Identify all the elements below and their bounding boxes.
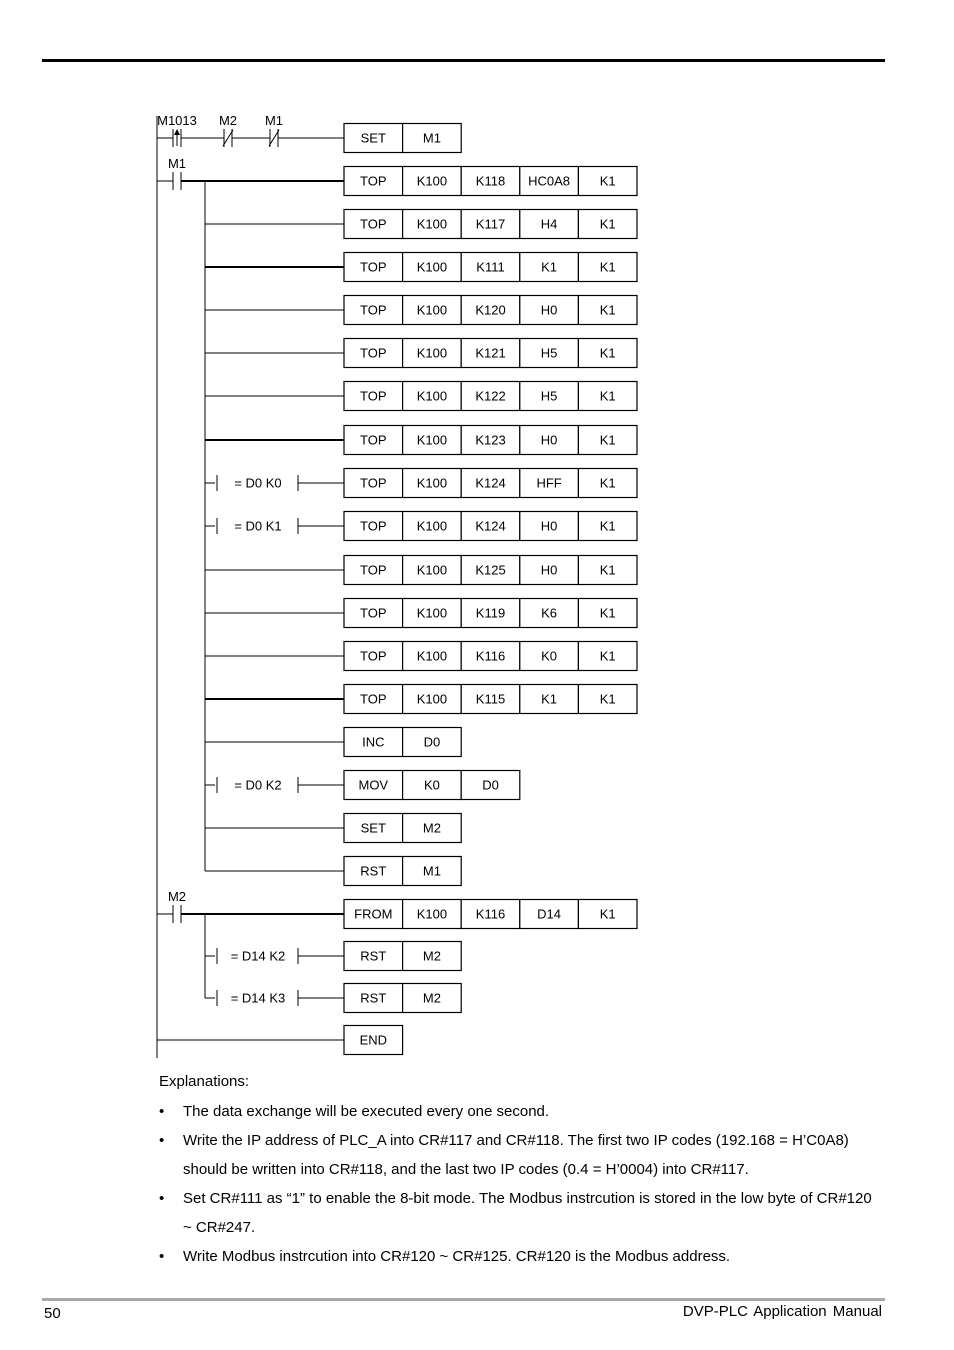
instruction-operand: K100 bbox=[416, 691, 448, 707]
instruction-operand: K123 bbox=[475, 432, 506, 448]
instruction-operand: K1 bbox=[599, 475, 616, 491]
instruction-operand: K122 bbox=[475, 388, 506, 404]
instruction-operand: TOP bbox=[360, 216, 387, 232]
instruction-operand: K100 bbox=[416, 432, 448, 448]
instruction-operand: SET bbox=[360, 130, 386, 146]
instruction-operand: D0 bbox=[482, 777, 499, 793]
instruction-operand: D14 bbox=[537, 906, 562, 922]
instruction-operand: K100 bbox=[416, 388, 448, 404]
instruction-operand: K0 bbox=[423, 777, 440, 793]
instruction-operand: TOP bbox=[360, 648, 387, 664]
compare-contact-d0-k0-label: = D0 K0 bbox=[234, 475, 282, 491]
instruction-operand: D0 bbox=[423, 734, 441, 750]
list-item-text: Write the IP address of PLC_A into CR#117 and CR#118. The first two IP codes (192.168 = H’C0A8) should be written into CR#118, and the last two IP codes (0.4 = H’0004) into CR#117. bbox=[183, 1132, 849, 1178]
footer-rule bbox=[42, 1298, 885, 1301]
instruction-operand: K118 bbox=[475, 173, 506, 189]
instruction-operand: K116 bbox=[475, 906, 506, 922]
compare-contact-d14-k3-label: = D14 K3 bbox=[230, 990, 286, 1006]
instruction-operand: K1 bbox=[599, 906, 616, 922]
instruction-operand: K1 bbox=[541, 691, 558, 707]
instruction-operand: K100 bbox=[416, 562, 448, 578]
instruction-operand: TOP bbox=[360, 562, 387, 578]
contact-m1-nc-label: M1 bbox=[264, 113, 284, 128]
instruction-operand: TOP bbox=[360, 518, 387, 534]
contact-m2-nc-label: M2 bbox=[218, 113, 238, 128]
explanations-heading: Explanations: bbox=[159, 1073, 250, 1090]
instruction-operand: K116 bbox=[475, 648, 506, 664]
instruction-operand: K1 bbox=[599, 388, 616, 404]
compare-contact-d0-k2-label: = D0 K2 bbox=[234, 777, 282, 793]
instruction-operand: K100 bbox=[416, 605, 448, 621]
instruction-operand: K1 bbox=[599, 345, 616, 361]
instruction-operand: RST bbox=[360, 990, 387, 1006]
instruction-operand: K100 bbox=[416, 259, 448, 275]
instruction-operand: H4 bbox=[540, 216, 558, 232]
contact-m1013-label: M1013 bbox=[157, 113, 197, 128]
instruction-operand: K1 bbox=[599, 216, 616, 232]
instruction-operand: M2 bbox=[422, 820, 441, 836]
instruction-operand: TOP bbox=[360, 173, 387, 189]
instruction-operand: K1 bbox=[599, 173, 616, 189]
instruction-operand: TOP bbox=[360, 259, 387, 275]
instruction-operand: M2 bbox=[422, 990, 441, 1006]
instruction-operand: K120 bbox=[475, 302, 506, 318]
instruction-operand: TOP bbox=[360, 345, 387, 361]
instruction-operand: K100 bbox=[416, 345, 448, 361]
instruction-operand: M1 bbox=[422, 130, 441, 146]
instruction-operand: K100 bbox=[416, 475, 448, 491]
instruction-operand: RST bbox=[360, 863, 387, 879]
contact-m1013-arrow-head bbox=[174, 129, 180, 135]
instruction-operand: TOP bbox=[360, 388, 387, 404]
instruction-operand: K125 bbox=[475, 562, 506, 578]
instruction-operand: K1 bbox=[599, 518, 616, 534]
instruction-operand: K100 bbox=[416, 518, 448, 534]
instruction-operand: TOP bbox=[360, 605, 387, 621]
explanations bbox=[159, 1067, 879, 1271]
instruction-operand: M1 bbox=[422, 863, 441, 879]
instruction-operand: K100 bbox=[416, 216, 448, 232]
contact-m1-label: M1 bbox=[167, 156, 187, 171]
compare-contact-d14-k2-label: = D14 K2 bbox=[230, 948, 286, 964]
list-item bbox=[159, 1242, 879, 1271]
instruction-operand: K119 bbox=[475, 605, 506, 621]
instruction-operand: K1 bbox=[599, 648, 616, 664]
instruction-operand: K100 bbox=[416, 302, 448, 318]
instruction-operand: MOV bbox=[358, 777, 389, 793]
instruction-operand: K115 bbox=[475, 691, 506, 707]
instruction-operand: K1 bbox=[599, 432, 616, 448]
instruction-operand: SET bbox=[360, 820, 386, 836]
instruction-operand: K100 bbox=[416, 906, 448, 922]
instruction-operand: K1 bbox=[541, 259, 558, 275]
instruction-operand: H5 bbox=[540, 345, 558, 361]
instruction-operand: RST bbox=[360, 948, 387, 964]
instruction-operand: K124 bbox=[475, 475, 506, 491]
instruction-operand: TOP bbox=[360, 691, 387, 707]
list-item bbox=[159, 1126, 879, 1184]
instruction-operand: FROM bbox=[354, 906, 393, 922]
instruction-operand: K1 bbox=[599, 691, 616, 707]
instruction-operand: K111 bbox=[476, 259, 505, 275]
instruction-operand: H0 bbox=[540, 518, 558, 534]
instruction-operand: K1 bbox=[599, 562, 616, 578]
list-item-text: Write Modbus instrcution into CR#120 ~ CR#125. CR#120 is the Modbus address. bbox=[183, 1248, 731, 1265]
instruction-operand: K1 bbox=[599, 605, 616, 621]
instruction-operand: K100 bbox=[416, 648, 448, 664]
list-item-text: Set CR#111 as “1” to enable the 8-bit mode. The Modbus instrcution is stored in the low byte of CR#120 ~ CR#247. bbox=[183, 1190, 872, 1236]
page-number: 50 bbox=[44, 1305, 61, 1322]
instruction-operand: END bbox=[359, 1032, 388, 1048]
instruction-operand: H0 bbox=[540, 562, 558, 578]
instruction-operand: K6 bbox=[541, 605, 558, 621]
list-item-text: The data exchange will be executed every one second. bbox=[183, 1103, 550, 1120]
instruction-operand: K124 bbox=[475, 518, 506, 534]
instruction-operand: K1 bbox=[599, 302, 616, 318]
bullet-icon: • bbox=[159, 1190, 165, 1207]
explanations-list bbox=[159, 1097, 879, 1271]
list-item bbox=[159, 1097, 879, 1126]
instruction-operand: TOP bbox=[360, 432, 387, 448]
bullet-icon: • bbox=[159, 1132, 165, 1149]
contact-m2-label: M2 bbox=[167, 889, 187, 904]
instruction-operand: K0 bbox=[541, 648, 558, 664]
instruction-operand: HC0A8 bbox=[528, 173, 571, 189]
instruction-operand: H0 bbox=[540, 302, 558, 318]
instruction-operand: HFF bbox=[536, 475, 562, 491]
instruction-operand: K117 bbox=[475, 216, 506, 232]
instruction-operand: TOP bbox=[360, 302, 387, 318]
instruction-operand: K121 bbox=[475, 345, 506, 361]
instruction-operand: TOP bbox=[360, 475, 387, 491]
instruction-operand: M2 bbox=[422, 948, 441, 964]
instruction-operand: K100 bbox=[416, 173, 448, 189]
bullet-icon: • bbox=[159, 1103, 165, 1120]
compare-contact-d0-k1-label: = D0 K1 bbox=[234, 518, 282, 534]
instruction-operand: K1 bbox=[599, 259, 616, 275]
list-item bbox=[159, 1184, 879, 1242]
instruction-operand: H0 bbox=[540, 432, 558, 448]
bullet-icon: • bbox=[159, 1248, 165, 1265]
instruction-operand: INC bbox=[362, 734, 385, 750]
instruction-operand: H5 bbox=[540, 388, 558, 404]
manual-title: DVP-PLC Application Manual bbox=[682, 1303, 882, 1320]
